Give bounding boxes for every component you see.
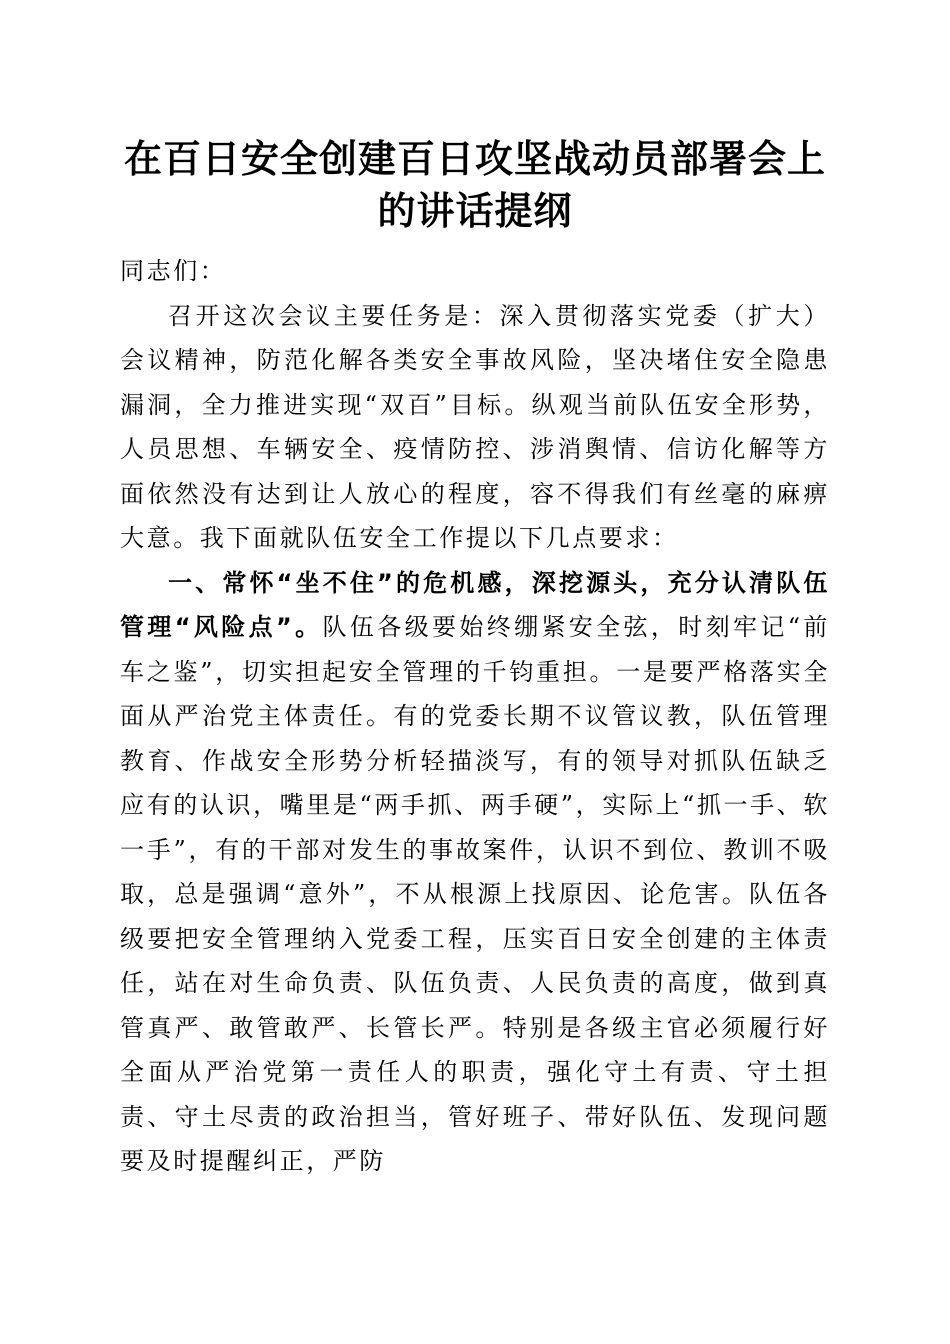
document-body <box>120 249 830 1184</box>
section-1-paragraph <box>120 561 830 1184</box>
salutation: 同志们： <box>120 257 227 285</box>
section-1-heading: 一、常怀“坐不住”的危机感，深挖源头，充分认清队伍管理“风险点”。 <box>120 568 830 641</box>
document-title: 在百日安全创建百日攻坚战动员部署会上的讲话提纲 <box>123 136 826 233</box>
section-1-body: 队伍各级要始终绷紧安全弦，时刻牢记“前车之鉴”，切实担起安全管理的千钧重担。一是要严格落实全面从严治党主体责任。有的党委长期不议管议教，队伍管理教育、作战安全形势分析轻描淡写，有的领导对抓队伍缺乏应有的认识，嘴里是“两手抓、两手硬”，实际上“抓一手、软一手”，有的干部对发生的事故案件，认识不到位、教训不吸取，总是强调“意外”，不从根源上找原因、论危害。队伍各级要把安全管理纳入党委工程，压实百日安全创建的主体责任，站在对生命负责、队伍负责、人民负责的高度，做到真管真严、敢管敢严、长管长严。特别是各级主官必须履行好全面从严治党第一责任人的职责，强化守土有责、守土担责、守土尽责的政治担当，管好班子、带好队伍、发现问题要及时提醒纠正，严防 <box>120 613 830 1175</box>
intro-paragraph: 召开这次会议主要任务是：深入贯彻落实党委（扩大）会议精神，防范化解各类安全事故风险，坚决堵住安全隐患漏洞，全力推进实现“双百”目标。纵观当前队伍安全形势，人员思想、车辆安全、疫情防控、涉消舆情、信访化解等方面依然没有达到让人放心的程度，容不得我们有丝毫的麻痹大意。我下面就队伍安全工作提以下几点要求： <box>120 301 830 552</box>
